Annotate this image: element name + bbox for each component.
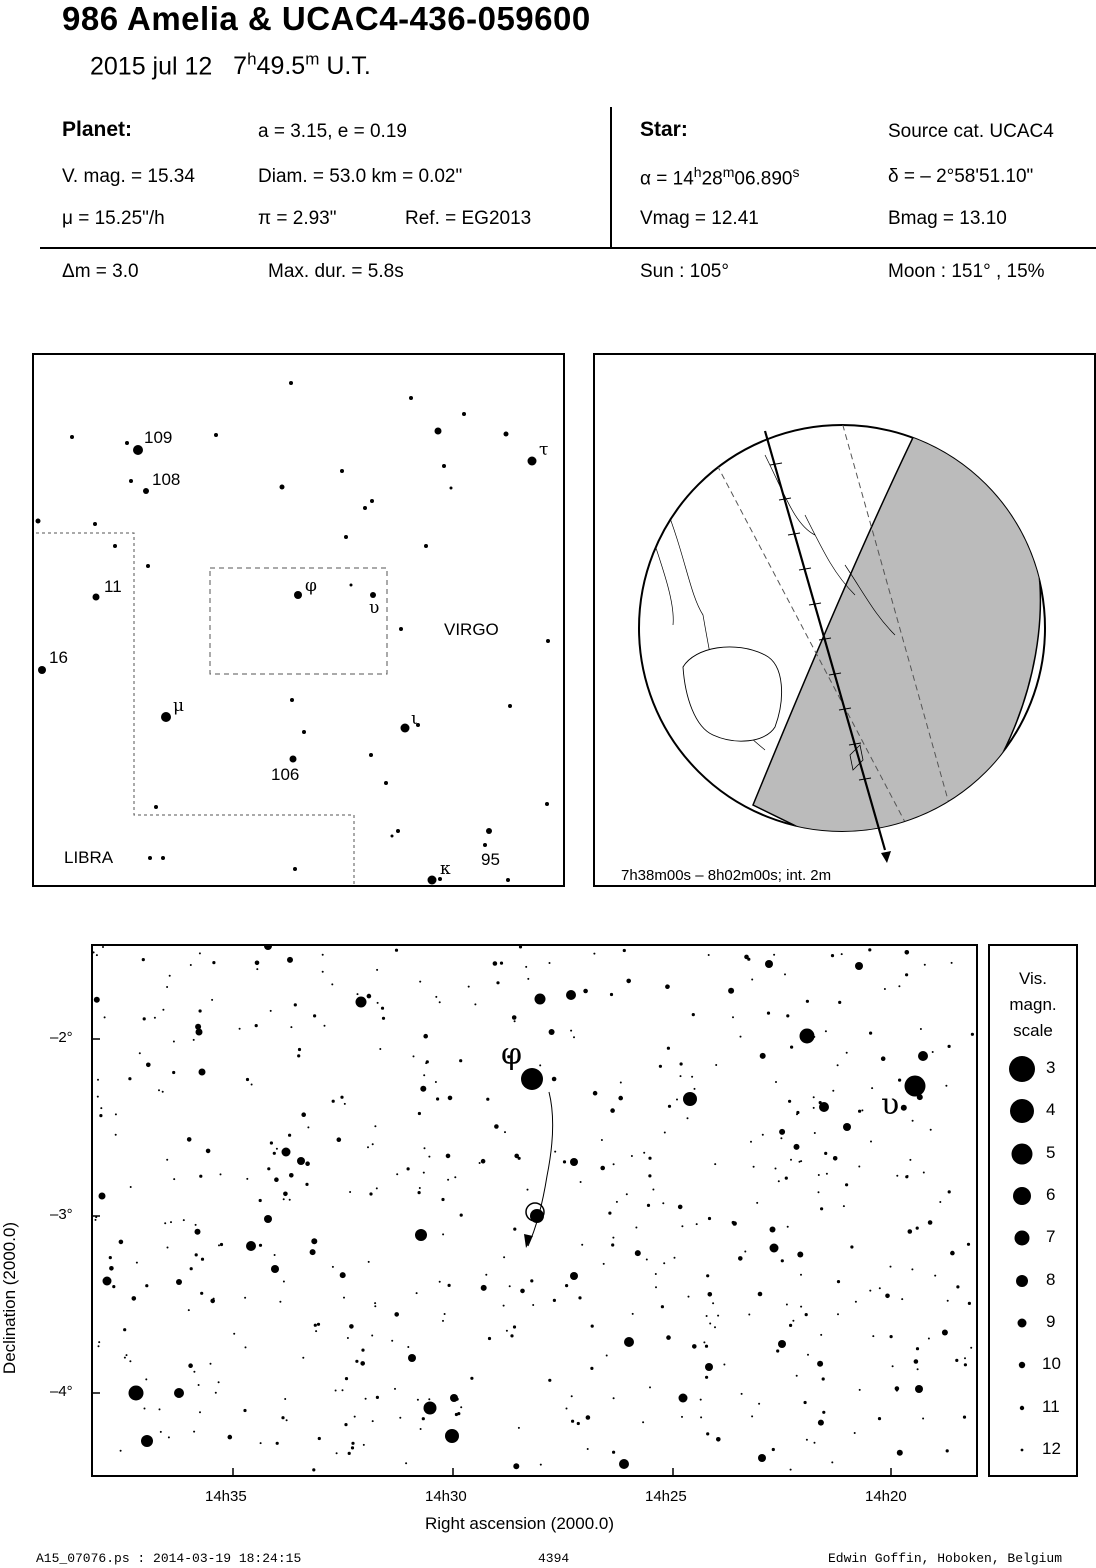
moon-info: Moon : 151° , 15% (888, 261, 1045, 282)
sun-elongation: Sun : 105° (640, 261, 729, 282)
delta-mag: Δm = 3.0 (62, 261, 139, 282)
finder-chart (32, 353, 565, 887)
y-tick-4: –4° (50, 1383, 73, 1400)
label-11: 11 (104, 577, 122, 596)
asteroid-path (528, 1092, 553, 1246)
field-outline (210, 568, 387, 674)
y-tick-2: –2° (50, 1029, 73, 1046)
star-vmag: Vmag = 12.41 (640, 208, 759, 229)
footer-author: Edwin Goffin, Hoboken, Belgium (828, 1551, 1063, 1566)
x-tick-14h25: 14h25 (645, 1488, 687, 1505)
faint-star-field (93, 946, 974, 1472)
label-108: 108 (152, 470, 181, 489)
label-phi-star: φ (501, 1037, 523, 1072)
label-95: 95 (481, 850, 500, 869)
legend-dot-6 (1013, 1187, 1031, 1205)
legend-mag-10: 10 (1042, 1354, 1061, 1373)
globe-panel (593, 353, 1096, 887)
legend-dot-12 (1021, 1449, 1024, 1452)
legend-dot-10 (1019, 1362, 1025, 1368)
label-kappa: κ (440, 859, 451, 879)
globe-caption: 7h38m00s – 8h02m00s; int. 2m (621, 867, 832, 884)
legend-title: Vis. magn. scale (1009, 969, 1057, 1040)
legend-mag-11: 11 (1042, 1397, 1060, 1416)
label-upsilon: υ (369, 598, 380, 618)
label-libra: LIBRA (64, 848, 114, 867)
x-axis-label: Right ascension (2000.0) (425, 1514, 615, 1533)
legend-dot-4 (1010, 1099, 1034, 1123)
label-iota: ι (411, 709, 418, 729)
star-dec: δ = – 2°58'51.10" (888, 166, 1034, 187)
path-arrowhead (881, 851, 891, 863)
legend-dot-3 (1009, 1056, 1035, 1082)
legend-dot-7 (1015, 1231, 1030, 1246)
label-16: 16 (49, 648, 68, 667)
label-mu: μ (173, 696, 185, 716)
label-phi: φ (305, 576, 317, 596)
max-duration: Max. dur. = 5.8s (268, 261, 404, 282)
legend-dot-5 (1012, 1144, 1033, 1165)
legend-mag-3: 3 (1046, 1058, 1056, 1077)
header-rule (40, 247, 1096, 249)
label-virgo: VIRGO (444, 620, 499, 639)
page-title: 986 Amelia & UCAC4-436-059600 (62, 0, 591, 37)
star-field (99, 946, 929, 1469)
star-chart-svg (93, 946, 976, 1475)
label-tau: τ (539, 440, 549, 460)
planet-heading: Planet: (62, 118, 133, 141)
y-axis-label: Declination (2000.0) (0, 1221, 19, 1375)
label-109: 109 (144, 428, 173, 447)
magnitude-legend (988, 944, 1078, 1477)
star-source: Source cat. UCAC4 (888, 121, 1054, 142)
event-date: 2015 jul 12 (90, 52, 213, 81)
star-ra: $\alpha = 14^h28^m06.890^s$ (640, 164, 800, 190)
footer-file: A15_07076.ps : 2014-03-19 18:24:15 (36, 1551, 302, 1566)
planet-motion: μ = 15.25"/h (62, 208, 165, 229)
star-chart (91, 944, 978, 1477)
planet-orbit: a = 3.15, e = 0.19 (258, 121, 407, 142)
finder-chart-svg (34, 355, 563, 885)
planet-diameter: Diam. = 53.0 km = 0.02" (258, 166, 463, 187)
legend-mag-7: 7 (1046, 1227, 1056, 1246)
legend-dot-11 (1020, 1406, 1024, 1410)
legend-mag-6: 6 (1046, 1185, 1056, 1204)
y-tick-3: –3° (50, 1206, 73, 1223)
legend-dot-9 (1018, 1319, 1027, 1328)
axis-ticks (93, 1039, 891, 1475)
legend-mag-12: 12 (1042, 1439, 1061, 1458)
event-time: 7$^h$49.5$^m$ U.T. (233, 50, 371, 81)
header-divider (610, 107, 612, 248)
planet-reference: Ref. = EG2013 (405, 208, 532, 229)
event-datetime (90, 50, 371, 81)
x-tick-14h20: 14h20 (865, 1488, 907, 1505)
globe-svg (595, 355, 1094, 885)
legend-mag-5: 5 (1046, 1143, 1056, 1162)
planet-parallax: π = 2.93" (258, 208, 337, 229)
x-tick-14h30: 14h30 (425, 1488, 467, 1505)
legend-mag-4: 4 (1046, 1100, 1056, 1119)
planet-vmag: V. mag. = 15.34 (62, 166, 195, 187)
star-bmag: Bmag = 13.10 (888, 208, 1007, 229)
star-heading: Star: (640, 118, 688, 141)
label-106: 106 (271, 765, 300, 784)
legend-mag-9: 9 (1046, 1312, 1056, 1331)
legend-mag-8: 8 (1046, 1270, 1056, 1289)
legend-dot-8 (1016, 1275, 1028, 1287)
label-upsilon-star: υ (881, 1087, 900, 1122)
x-tick-14h35: 14h35 (205, 1488, 247, 1505)
legend-svg (990, 946, 1076, 1475)
footer-number: 4394 (538, 1551, 570, 1566)
